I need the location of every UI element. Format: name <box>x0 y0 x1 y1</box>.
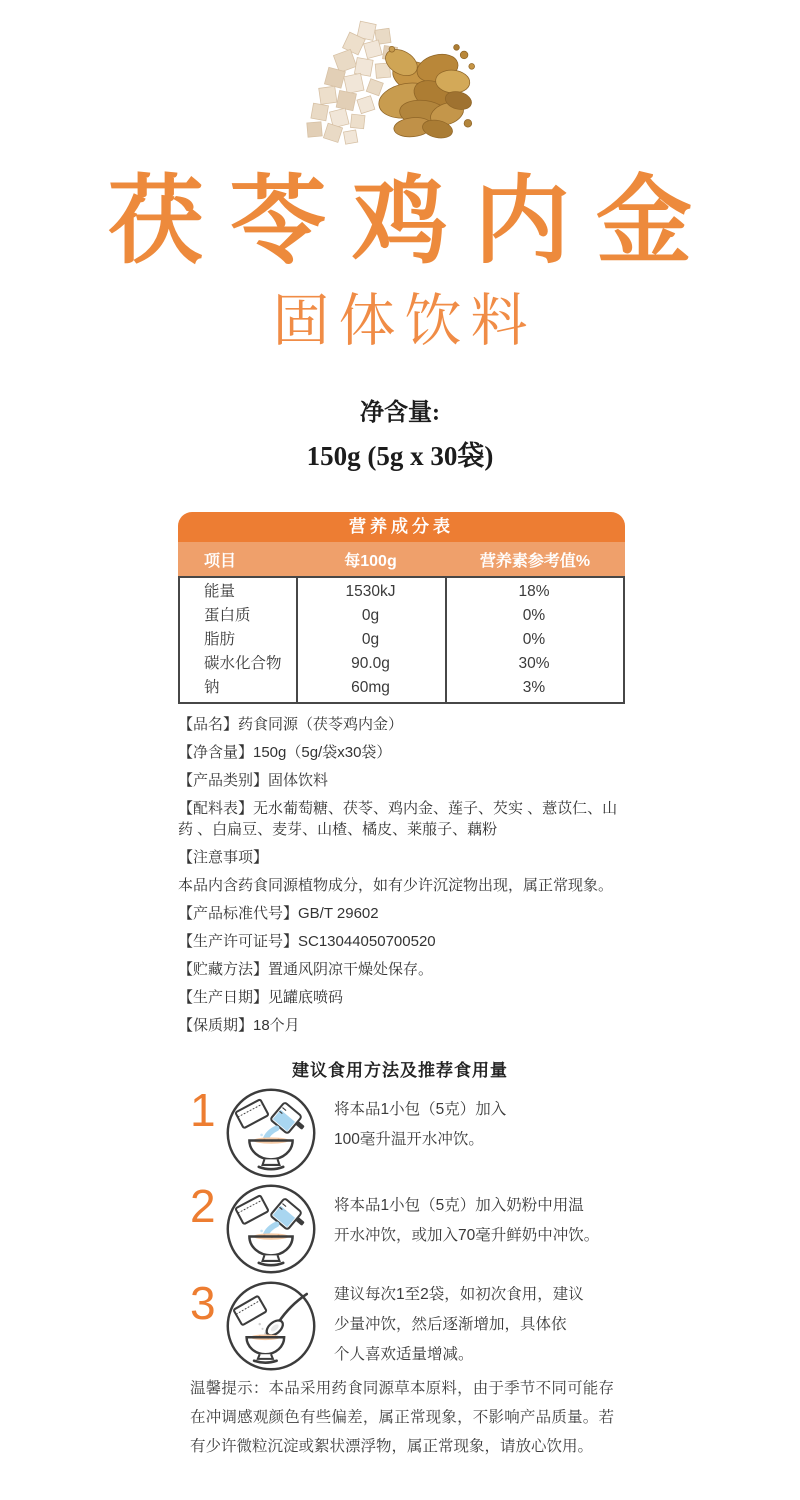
info-line-standard: 【产品标准代号】GB/T 29602 <box>178 905 379 922</box>
header-nrv: 营养素参考值% <box>479 552 591 570</box>
step-text-line: 开水冲饮，或加入70毫升鲜奶中冲饮。 <box>334 1227 600 1244</box>
nutrient-name: 钠 <box>204 679 220 696</box>
nutrient-amount: 90.0g <box>351 655 390 672</box>
info-line-notice-text: 本品内含药食同源植物成分，如有少许沉淀物出现，属正常现象。 <box>178 877 614 894</box>
column-divider <box>296 578 298 702</box>
step-number: 2 <box>190 1180 216 1232</box>
nutrient-amount: 1530kJ <box>345 583 396 600</box>
nutrient-amount: 60mg <box>351 679 390 696</box>
nutrient-name: 碳水化合物 <box>204 655 282 672</box>
step-text-line: 个人喜欢适量增减。 <box>334 1346 474 1363</box>
bowl-cup-pour-icon <box>224 1182 318 1276</box>
bowl-cup-pour-icon <box>224 1086 318 1180</box>
nutrition-table-title: 营养成分表 <box>178 512 625 542</box>
nutrient-nrv: 30% <box>518 655 550 672</box>
product-photo <box>295 18 485 166</box>
info-line-proddate: 【生产日期】见罐底喷码 <box>178 989 344 1006</box>
nutrient-name: 脂肪 <box>204 631 236 648</box>
info-line-net: 【净含量】150g（5g/袋x30袋） <box>178 744 392 761</box>
nutrient-nrv: 18% <box>518 583 550 600</box>
nutrient-nrv: 0% <box>522 607 546 624</box>
net-weight-label: 净含量: <box>360 400 440 426</box>
nutrition-table-body <box>178 576 625 704</box>
info-line-ingredients: 【配料表】无水葡萄糖、茯苓、鸡内金、莲子、芡实 、薏苡仁、山药 、白扁豆、麦芽、山楂、橘皮、莱菔子、藕粉 <box>178 800 618 838</box>
info-line-storage: 【贮藏方法】置通风阴凉干燥处保存。 <box>178 961 434 978</box>
net-weight-value: 150g (5g x 30袋) <box>306 441 494 471</box>
step-text <box>334 1095 506 1155</box>
column-divider <box>445 578 447 702</box>
info-line-category: 【产品类别】固体饮料 <box>178 772 329 789</box>
step-number: 3 <box>190 1277 216 1329</box>
nutrition-table-header <box>178 542 625 576</box>
usage-title: 建议食用方法及推荐食用量 <box>292 1061 508 1080</box>
tips-text: 温馨提示：本品采用药食同源草本原料，由于季节不同可能存在冲调感观颜色有些偏差，属正常现象，不影响产品质量。若有少许微粒沉淀或絮状漂浮物，属正常现象，请放心饮用。 <box>190 1380 614 1455</box>
step-text <box>334 1191 599 1251</box>
info-line-name: 【品名】药食同源（茯苓鸡内金） <box>178 716 404 733</box>
product-info-list <box>178 714 630 1043</box>
info-line-notice-label: 【注意事项】 <box>178 849 269 866</box>
step-text-line: 100毫升温开水冲饮。 <box>334 1131 484 1148</box>
page-title: 茯苓鸡内金 <box>108 164 718 277</box>
nutrient-name: 蛋白质 <box>204 607 251 624</box>
step-text <box>334 1280 584 1370</box>
step-text-line: 将本品1小包（5克）加入 <box>334 1101 507 1118</box>
header-per100g: 每100g <box>344 552 397 570</box>
step-text-line: 少量冲饮，然后逐渐增加，具体依 <box>334 1316 567 1333</box>
nutrient-nrv: 0% <box>522 631 546 648</box>
net-weight <box>0 392 800 473</box>
nutrition-table <box>178 512 625 704</box>
usage-step-1 <box>190 1086 506 1180</box>
info-line-license: 【生产许可证号】SC13044050700520 <box>178 933 436 950</box>
nutrient-amount: 0g <box>361 607 380 624</box>
page-subtitle: 固体饮料 <box>272 289 537 353</box>
nutrient-amount: 0g <box>361 631 380 648</box>
step-text-line: 建议每次1至2袋，如初次食用，建议 <box>334 1286 584 1303</box>
step-text-line: 将本品1小包（5克）加入奶粉中用温 <box>334 1197 584 1214</box>
info-line-shelflife: 【保质期】18个月 <box>178 1017 300 1034</box>
bowl-spoon-icon <box>224 1279 318 1373</box>
step-number: 1 <box>190 1084 216 1136</box>
usage-step-2 <box>190 1182 599 1276</box>
nutrient-name: 能量 <box>204 583 236 600</box>
poria-cubes <box>307 21 398 144</box>
nutrient-nrv: 3% <box>522 679 546 696</box>
header-item: 项目 <box>204 552 237 570</box>
usage-step-3 <box>190 1279 584 1373</box>
gizzard-pile <box>376 44 474 140</box>
